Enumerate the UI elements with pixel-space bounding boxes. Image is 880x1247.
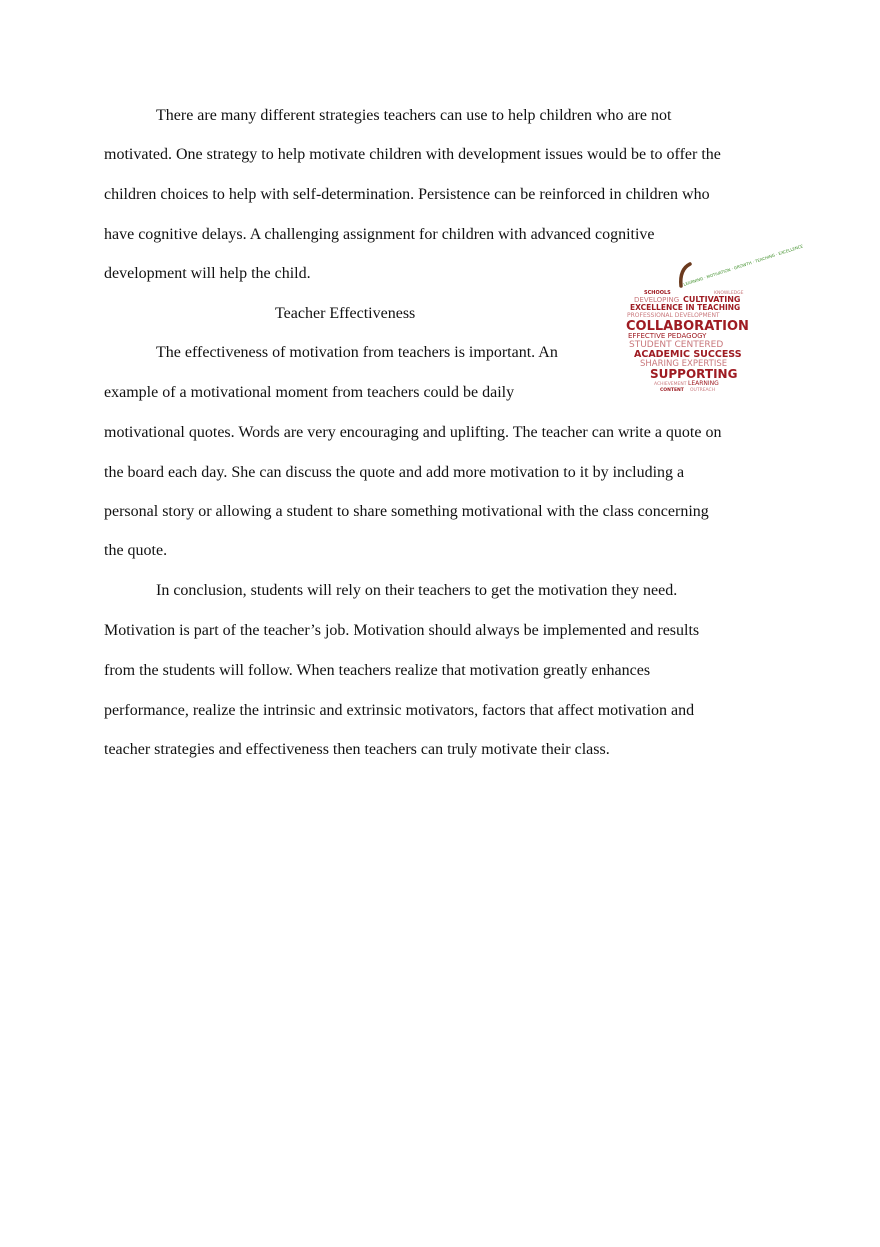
apple-word-cloud-icon xyxy=(620,243,804,398)
word-student-centered: STUDENT CENTERED xyxy=(629,340,724,350)
word-professional-development: PROFESSIONAL DEVELOPMENT xyxy=(627,312,720,319)
paragraph-2-line-3: motivational quotes. Words are very encouraging and uplifting. The teacher can write a quote on xyxy=(104,424,722,441)
paragraph-1-line-3: children choices to help with self-determination. Persistence can be reinforced in children who xyxy=(104,186,710,203)
word-sharing-expertise: SHARING EXPERTISE xyxy=(640,359,728,369)
paragraph-1-line-2: motivated. One strategy to help motivate children with development issues would be to offer the xyxy=(104,146,721,163)
paragraph-2-line-5: personal story or allowing a student to share something motivational with the class concerning xyxy=(104,503,709,520)
word-outreach: OUTREACH xyxy=(690,388,716,393)
paragraph-1-line-5: development will help the child. xyxy=(104,265,311,282)
word-cultivating: CULTIVATING xyxy=(683,295,741,304)
paragraph-3-line-4: performance, realize the intrinsic and extrinsic motivators, factors that affect motivation and xyxy=(104,702,695,719)
word-supporting: SUPPORTING xyxy=(650,367,738,381)
leaf-text: LEARNING · MOTIVATION · GROWTH · TEACHING · EXCELLENCE xyxy=(682,243,804,287)
word-learning: LEARNING xyxy=(688,380,719,387)
paragraph-2-line-6: the quote. xyxy=(104,542,168,559)
word-knowledge: KNOWLEDGE xyxy=(714,291,744,296)
paragraph-3-line-3: from the students will follow. When teachers realize that motivation greatly enhances xyxy=(104,662,651,679)
word-achievement: ACHIEVEMENT xyxy=(654,382,687,387)
paragraph-3-line-2: Motivation is part of the teacher’s job. Motivation should always be implemented and results xyxy=(104,622,700,639)
word-excellence-in-teaching: EXCELLENCE IN TEACHING xyxy=(630,303,741,312)
paragraph-3-line-1: In conclusion, students will rely on their teachers to get the motivation they need. xyxy=(156,582,678,599)
word-schools: SCHOOLS xyxy=(644,290,671,296)
section-heading: Teacher Effectiveness xyxy=(275,305,416,322)
word-content: CONTENT xyxy=(660,388,684,393)
paragraph-2-line-4: the board each day. She can discuss the quote and add more motivation to it by including a xyxy=(104,464,685,481)
paragraph-1-line-4: have cognitive delays. A challenging assignment for children with advanced cognitive xyxy=(104,226,655,243)
word-collaboration: COLLABORATION xyxy=(626,319,749,334)
word-effective-pedagogy: EFFECTIVE PEDAGOGY xyxy=(628,332,707,340)
paragraph-2-line-2: example of a motivational moment from teachers could be daily xyxy=(104,384,515,401)
word-developing: DEVELOPING xyxy=(634,296,680,304)
paragraph-2-line-1: The effectiveness of motivation from teachers is important. An xyxy=(156,344,558,361)
paragraph-1-line-1: There are many different strategies teachers can use to help children who are not xyxy=(156,107,672,124)
word-academic-success: ACADEMIC SUCCESS xyxy=(634,349,742,360)
paragraph-3-line-5: teacher strategies and effectiveness then teachers can truly motivate their class. xyxy=(104,741,610,758)
